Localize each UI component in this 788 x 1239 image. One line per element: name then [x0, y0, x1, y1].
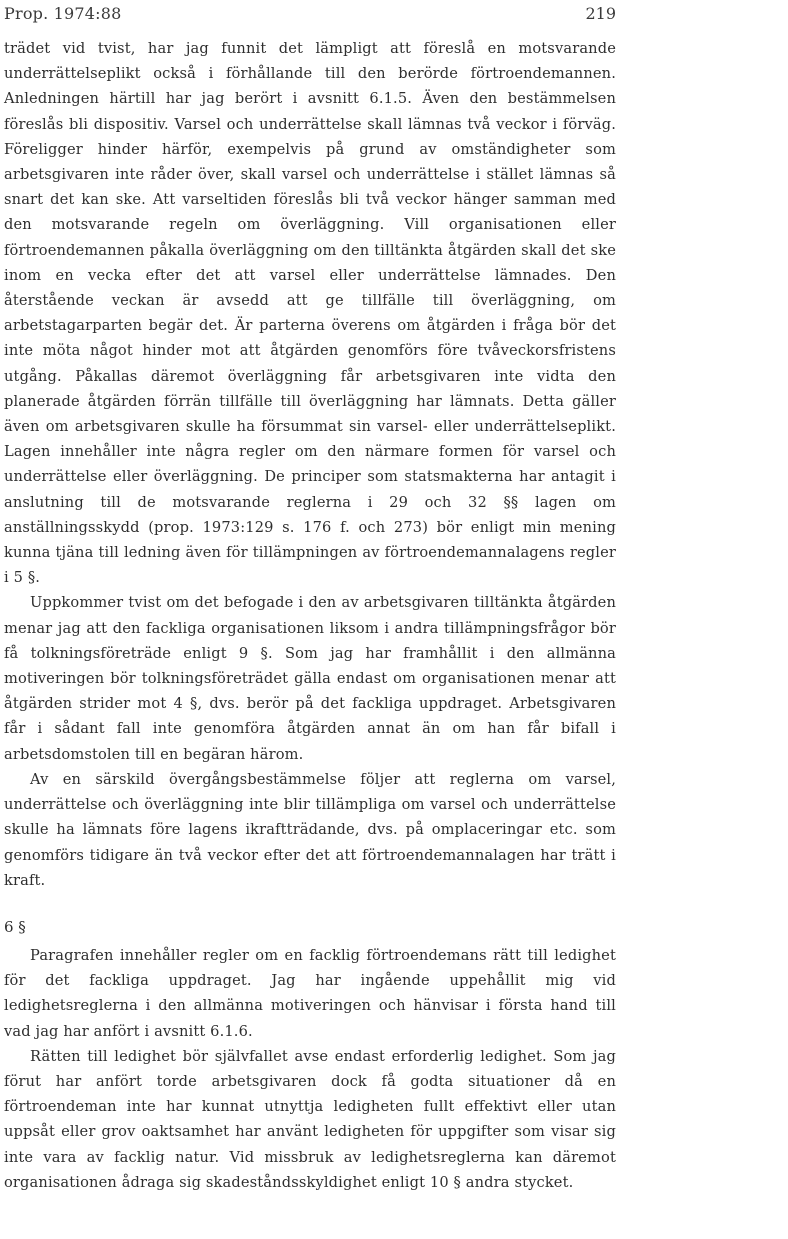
document-reference: Prop. 1974:88: [4, 4, 122, 23]
body-text: [4, 36, 616, 1195]
paragraph-transition-rule: Av en särskild övergångsbestämmelse följer att reglerna om varsel, underrättelse och överläggning inte blir tillämpliga om varsel och underrättelse skulle ha lämnats före lagens ikraftträdande, dvs. på omplaceringar etc. som genomförs tidigare än två veckor efter det att förtroendemannalagen har trätt i kraft.: [4, 770, 616, 889]
page-number: 219: [585, 4, 616, 23]
paragraph-leave-right: Rätten till ledighet bör självfallet avse endast erforderlig ledighet. Som jag förut har anfört torde arbetsgivaren dock få godta situationer då en förtroendeman inte har kunnat utnyttja ledigheten fullt effektivt eller utan uppsåt eller grov oaktsamhet har använt ledigheten för uppgifter som visar sig inte vara av facklig natur. Vid missbruk av ledighetsreglerna kan däremot organisationen ådraga sig skadeståndsskyldighet enligt 10 § andra stycket.: [4, 1047, 616, 1191]
running-header: [4, 3, 616, 27]
paragraph-dispute: Uppkommer tvist om det befogade i den av arbetsgivaren tilltänkta åtgärden menar jag att den fackliga organisationen liksom i andra tillämpningsfrågor bör få tolkningsföreträde enligt 9 §. Som jag har framhållit i den allmänna motiveringen bör tolkningsföreträdet gälla endast om organisationen menar att åtgärden strider mot 4 §, dvs. berör på det fackliga uppdraget. Arbetsgivaren får i sådant fall inte genomföra åtgärden annat än om han får bifall i arbetsdomstolen till en begäran härom.: [4, 594, 616, 763]
paragraph-section-intro: Paragrafen innehåller regler om en facklig förtroendemans rätt till ledighet för det fackliga uppdraget. Jag har ingående uppehållit mig vid ledighetsreglerna i den allmänna motiveringen och hänvisar i första hand till vad jag har anfört i avsnitt 6.1.6.: [4, 946, 616, 1040]
section-heading: 6 §: [4, 917, 26, 936]
paragraph-continued: trädet vid tvist, har jag funnit det lämpligt att föreslå en motsvarande underrättelseplikt också i förhållande till den berörde förtroendemannen. Anledningen härtill har jag berört i avsnitt 6.1.5. Även den bestämmelsen föreslås bli dispositiv. Varsel och underrättelse skall lämnas två veckor i förväg. Föreligger hinder härför, exempelvis på grund av omständigheter som arbetsgivaren inte råder över, skall varsel och underrättelse i stället lämnas så snart det kan ske. Att varseltiden föreslås bli två veckor hänger samman med den motsvarande regeln om överläggning. Vill organisationen eller förtroendemannen påkalla överläggning om den tilltänkta åtgärden skall det ske inom en vecka efter det att varsel eller underrättelse lämnades. Den återstående veckan är avsedd att ge tillfälle till överläggning, om arbetstagarparten begär det. Är parterna överens om åtgärden i fråga bör det inte möta något hinder mot att åtgärden genomförs före tvåveckorsfristens utgång. Påkallas däremot överläggning får arbetsgivaren inte vidta den planerade åtgärden förrän tillfälle till överläggning har lämnats. Detta gäller även om arbetsgivaren skulle ha försummat sin varsel- eller underrättelseplikt. Lagen innehåller inte några regler om den närmare formen för varsel och underrättelse eller överläggning. De principer som statsmakterna har antagit i anslutning till de motsvarande reglerna i 29 och 32 §§ lagen om anställningsskydd (prop. 1973:129 s. 176 f. och 273) bör enligt min mening kunna tjäna till ledning även för tillämpningen av förtroendemannalagens regler i 5 §.: [4, 40, 616, 587]
